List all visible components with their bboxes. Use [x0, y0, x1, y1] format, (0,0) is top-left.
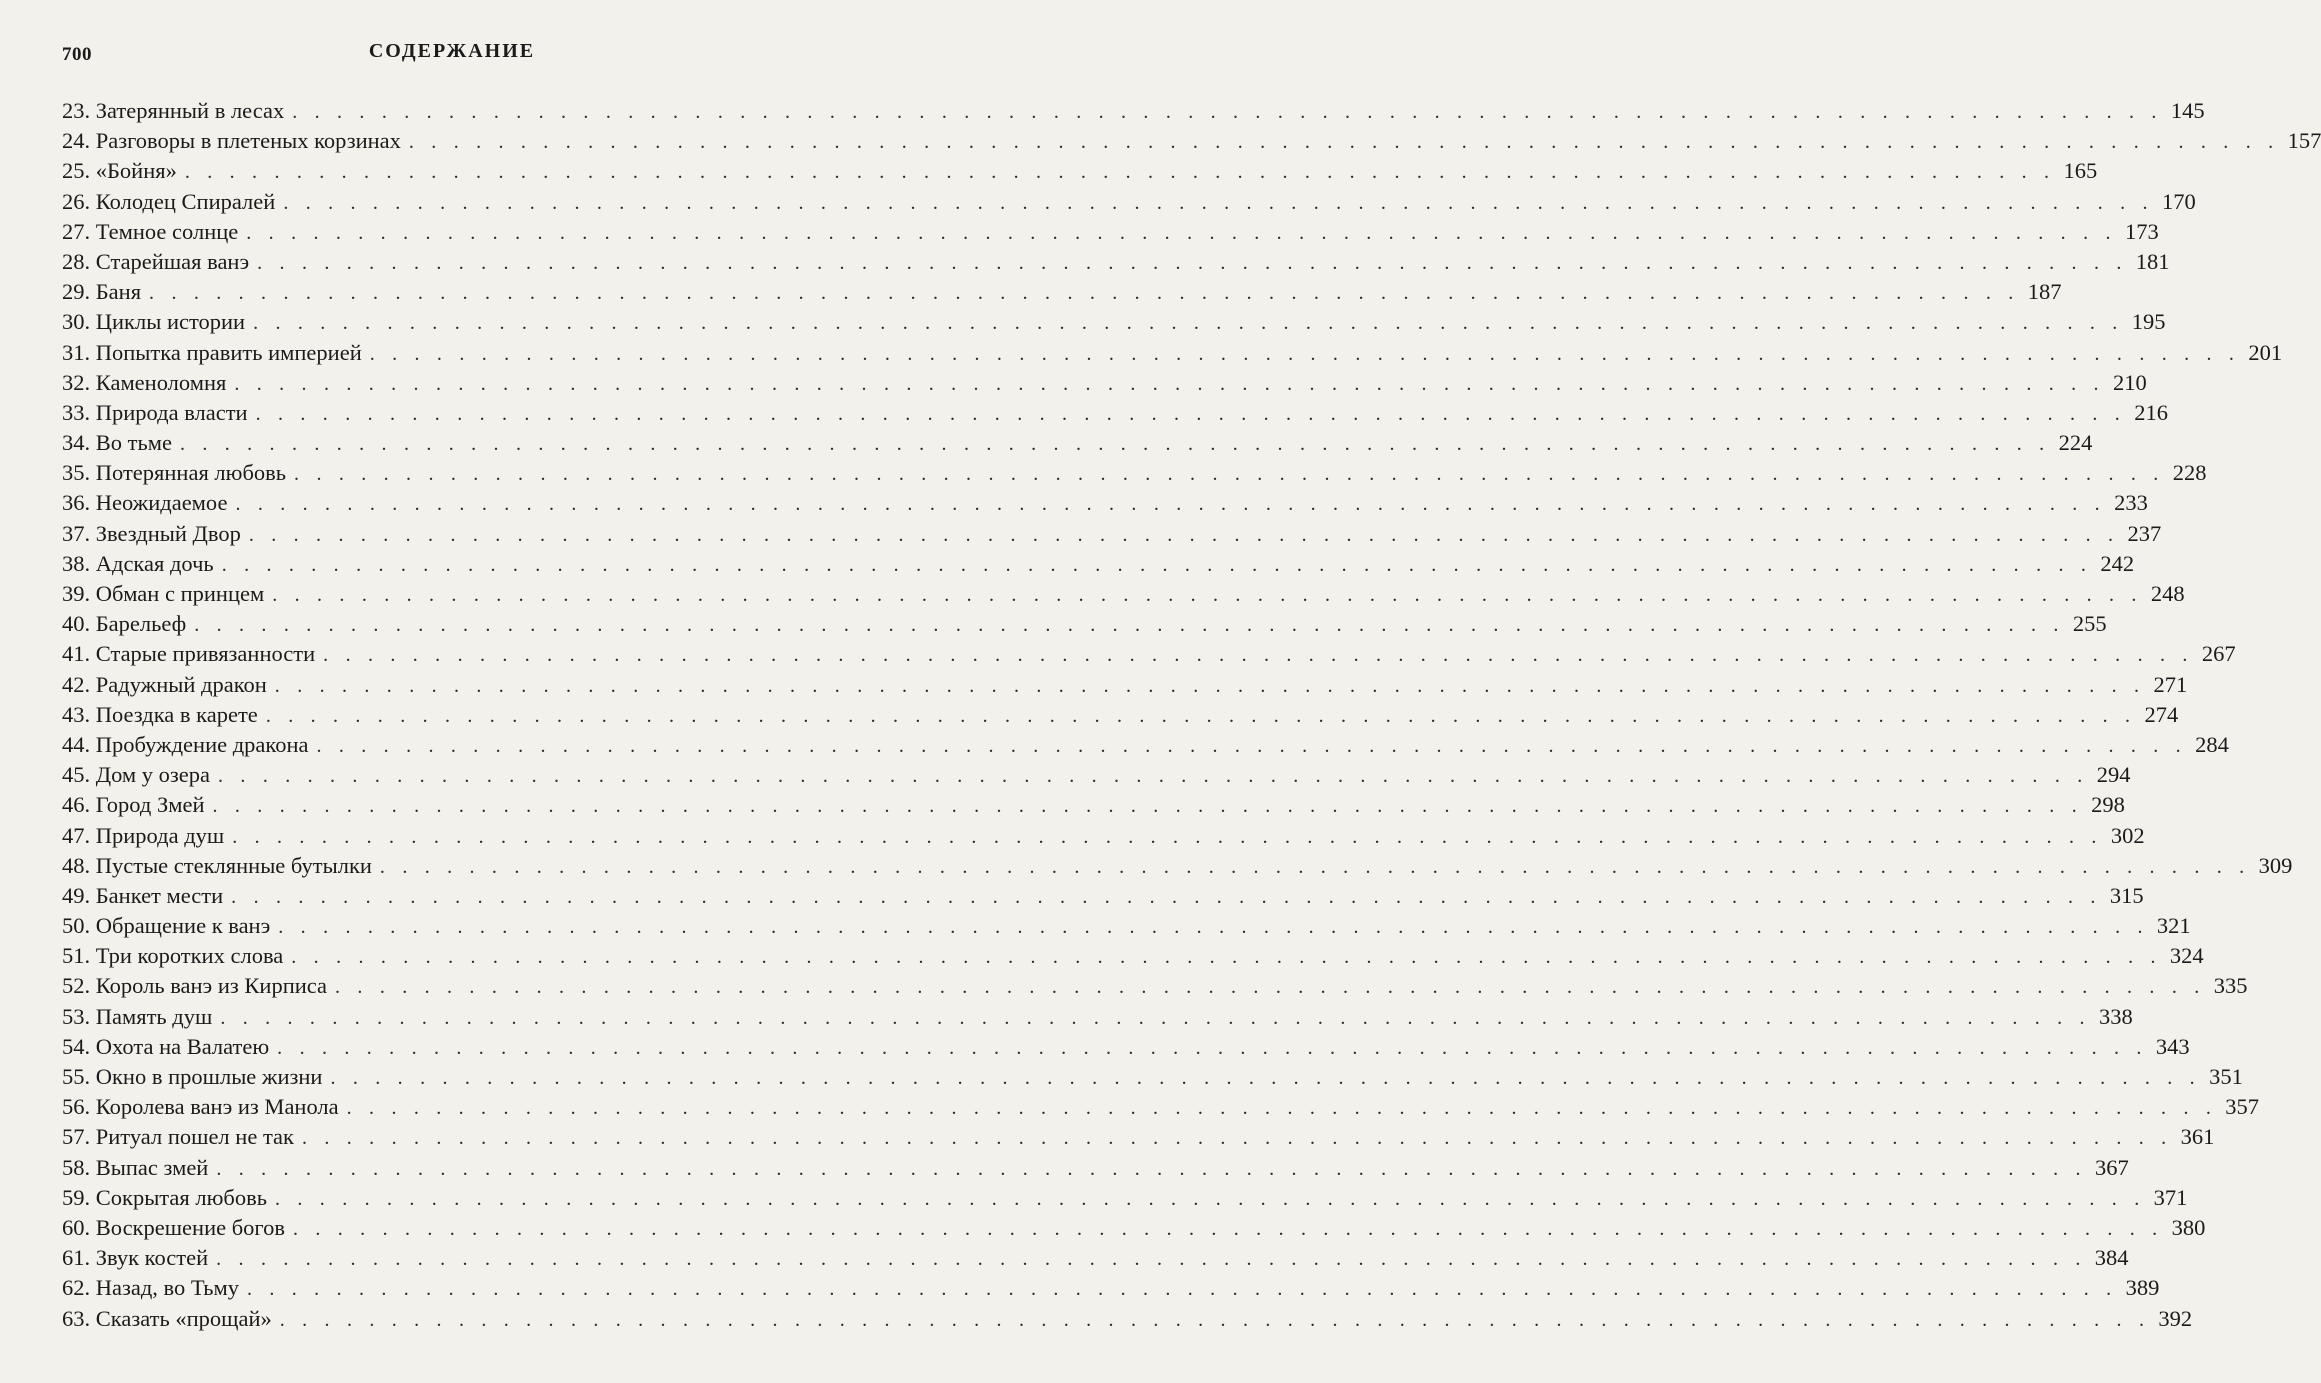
chapter-title: 41. Старые привязанности: [62, 641, 316, 667]
chapter-title: 56. Королева ванэ из Манола: [62, 1094, 339, 1120]
dot-leader: . . . . . . . . . . . . . . . . . . . . . . . . . . . . . . . . . . . . . . . . . . . . . . . . . . . . . . . . . . . . . . . . . . . . . . . . . . . . . . . . . . . .: [253, 312, 2124, 335]
toc-entry: [62, 1243, 2129, 1273]
dot-leader: . . . . . . . . . . . . . . . . . . . . . . . . . . . . . . . . . . . . . . . . . . . . . . . . . . . . . . . . . . . . . . . . . . . . . . . . . . . . . . . . . . . .: [279, 1308, 2151, 1331]
chapter-page-number: 145: [2170, 98, 2205, 123]
dot-leader: . . . . . . . . . . . . . . . . . . . . . . . . . . . . . . . . . . . . . . . . . . . . . . . . . . . . . . . . . . . . . . . . . . . . . . . . . . . . . . . . . . . .: [323, 644, 2194, 667]
chapter-page-number: 298: [2091, 792, 2125, 818]
chapter-title: 63. Сказать «прощай»: [62, 1305, 272, 1331]
chapter-page-number: 170: [2161, 188, 2196, 214]
toc-entry: [62, 187, 2196, 217]
chapter-page-number: 165: [2063, 158, 2098, 184]
chapter-title: 27. Темное солнце: [62, 218, 239, 244]
chapter-page-number: 248: [2150, 581, 2185, 606]
table-of-contents: [62, 96, 2321, 1334]
dot-leader: . . . . . . . . . . . . . . . . . . . . . . . . . . . . . . . . . . . . . . . . . . . . . . . . . . . . . . . . . . . . . . . . . . . . . . . . . . . . . . . . . . . .: [235, 493, 2106, 516]
chapter-title: 50. Обращение к ванэ: [62, 913, 271, 939]
chapter-page-number: 338: [2098, 1003, 2133, 1029]
toc-entry: [62, 911, 2191, 941]
dot-leader: . . . . . . . . . . . . . . . . . . . . . . . . . . . . . . . . . . . . . . . . . . . . . . . . . . . . . . . . . . . . . . . . . . . . . . . . . . . . . . . . . . . .: [246, 1278, 2118, 1301]
chapter-title: 48. Пустые стеклянные бутылки: [62, 852, 372, 878]
toc-entry: [62, 760, 2131, 790]
chapter-title: 38. Адская дочь: [62, 550, 214, 576]
chapter-title: 52. Король ванэ из Кирписа: [62, 973, 328, 999]
toc-entry: [62, 338, 2283, 368]
chapter-page-number: 302: [2110, 822, 2145, 848]
chapter-title: 40. Барельеф: [62, 611, 187, 637]
dot-leader: . . . . . . . . . . . . . . . . . . . . . . . . . . . . . . . . . . . . . . . . . . . . . . . . . . . . . . . . . . . . . . . . . . . . . . . . . . . . . . . . . . . .: [218, 765, 2089, 788]
chapter-page-number: 294: [2096, 762, 2131, 788]
toc-entry: [62, 307, 2166, 337]
dot-leader: . . . . . . . . . . . . . . . . . . . . . . . . . . . . . . . . . . . . . . . . . . . . . . . . . . . . . . . . . . . . . . . . . . . . . . . . . . . . . . . . . . . .: [216, 1157, 2087, 1180]
chapter-page-number: 274: [2144, 701, 2179, 727]
toc-entry: [62, 730, 2229, 760]
chapter-title: 25. «Бойня»: [62, 158, 177, 184]
toc-entry: [62, 670, 2188, 700]
chapter-title: 37. Звездный Двор: [62, 520, 241, 546]
toc-entry: [62, 1032, 2190, 1062]
toc-entry: [62, 639, 2236, 669]
chapter-title: 53. Память душ: [62, 1003, 213, 1029]
page-header: [62, 38, 772, 68]
chapter-page-number: 361: [2180, 1124, 2215, 1150]
dot-leader: . . . . . . . . . . . . . . . . . . . . . . . . . . . . . . . . . . . . . . . . . . . . . . . . . . . . . . . . . . . . . . . . . . . . . . . . . . . . . . . . . . . .: [212, 795, 2083, 818]
chapter-page-number: 284: [2195, 731, 2229, 757]
chapter-title: 43. Поездка в карете: [62, 701, 258, 727]
toc-entry: [62, 1213, 2206, 1243]
chapter-page-number: 384: [2094, 1245, 2129, 1271]
chapter-title: 51. Три коротких слова: [62, 943, 284, 969]
toc-entry: [62, 1092, 2260, 1122]
toc-entry: [62, 519, 2162, 549]
chapter-page-number: 181: [2135, 248, 2170, 274]
toc-entry: [62, 971, 2248, 1001]
chapter-title: 32. Каменоломня: [62, 369, 227, 395]
chapter-page-number: 380: [2171, 1214, 2206, 1240]
dot-leader: . . . . . . . . . . . . . . . . . . . . . . . . . . . . . . . . . . . . . . . . . . . . . . . . . . . . . . . . . . . . . . . . . . . . . . . . . . . . . . . . . . . .: [274, 674, 2146, 697]
running-title: СОДЕРЖАНИЕ: [368, 40, 536, 62]
chapter-title: 49. Банкет мести: [62, 882, 224, 908]
dot-leader: . . . . . . . . . . . . . . . . . . . . . . . . . . . . . . . . . . . . . . . . . . . . . . . . . . . . . . . . . . . . . . . . . . . . . . . . . . . . . . . . . . . .: [292, 1217, 2164, 1240]
chapter-page-number: 321: [2156, 913, 2191, 939]
toc-entry: [62, 549, 2135, 579]
toc-entry: [62, 398, 2169, 428]
chapter-page-number: 224: [2058, 430, 2093, 456]
chapter-page-number: 201: [2248, 339, 2283, 365]
chapter-page-number: 389: [2125, 1275, 2160, 1301]
chapter-page-number: 242: [2100, 550, 2135, 576]
chapter-page-number: 216: [2134, 399, 2169, 425]
dot-leader: . . . . . . . . . . . . . . . . . . . . . . . . . . . . . . . . . . . . . . . . . . . . . . . . . . . . . . . . . . . . . . . . . . . . . . . . . . . . . . . . . . . .: [292, 101, 2163, 123]
dot-leader: . . . . . . . . . . . . . . . . . . . . . . . . . . . . . . . . . . . . . . . . . . . . . . . . . . . . . . . . . . . . . . . . . . . . . . . . . . . . . . . . . . . .: [272, 584, 2143, 606]
dot-leader: . . . . . . . . . . . . . . . . . . . . . . . . . . . . . . . . . . . . . . . . . . . . . . . . . . . . . . . . . . . . . . . . . . . . . . . . . . . . . . . . . . . .: [291, 946, 2162, 969]
toc-entry: [62, 277, 2062, 307]
chapter-title: 44. Пробуждение дракона: [62, 731, 309, 757]
dot-leader: . . . . . . . . . . . . . . . . . . . . . . . . . . . . . . . . . . . . . . . . . . . . . . . . . . . . . . . . . . . . . . . . . . . . . . . . . . . . . . . . . . . .: [231, 885, 2102, 908]
dot-leader: . . . . . . . . . . . . . . . . . . . . . . . . . . . . . . . . . . . . . . . . . . . . . . . . . . . . . . . . . . . . . . . . . . . . . . . . . . . . . . . . . . . .: [277, 1036, 2148, 1059]
chapter-page-number: 367: [2095, 1154, 2129, 1180]
chapter-title: 54. Охота на Валатею: [62, 1033, 270, 1059]
chapter-page-number: 237: [2127, 520, 2162, 546]
toc-entry: [62, 1002, 2133, 1032]
chapter-page-number: 187: [2027, 279, 2062, 305]
dot-leader: . . . . . . . . . . . . . . . . . . . . . . . . . . . . . . . . . . . . . . . . . . . . . . . . . . . . . . . . . . . . . . . . . . . . . . . . . . . . . . . . . . . .: [234, 372, 2105, 395]
chapter-title: 55. Окно в прошлые жизни: [62, 1064, 323, 1089]
dot-leader: . . . . . . . . . . . . . . . . . . . . . . . . . . . . . . . . . . . . . . . . . . . . . . . . . . . . . . . . . . . . . . . . . . . . . . . . . . . . . . . . . . . .: [265, 704, 2137, 727]
chapter-title: 62. Назад, во Тьму: [62, 1275, 239, 1301]
toc-entry: [62, 247, 2170, 277]
chapter-title: 35. Потерянная любовь: [62, 460, 287, 486]
chapter-title: 58. Выпас змей: [62, 1154, 209, 1180]
dot-leader: . . . . . . . . . . . . . . . . . . . . . . . . . . . . . . . . . . . . . . . . . . . . . . . . . . . . . . . . . . . . . . . . . . . . . . . . . . . . . . . . . . . .: [232, 825, 2103, 848]
toc-entry: [62, 881, 2144, 911]
chapter-page-number: 173: [2124, 218, 2159, 244]
toc-entry: [62, 821, 2145, 851]
dot-leader: . . . . . . . . . . . . . . . . . . . . . . . . . . . . . . . . . . . . . . . . . . . . . . . . . . . . . . . . . . . . . . . . . . . . . . . . . . . . . . . . . . . .: [275, 1187, 2146, 1210]
toc-entry: [62, 96, 2205, 126]
toc-entry: [62, 1273, 2160, 1303]
toc-entry: [62, 156, 2098, 186]
dot-leader: . . . . . . . . . . . . . . . . . . . . . . . . . . . . . . . . . . . . . . . . . . . . . . . . . . . . . . . . . . . . . . . . . . . . . . . . . . . . . . . . . . . .: [294, 463, 2165, 486]
chapter-title: 60. Воскрешение богов: [62, 1214, 285, 1240]
dot-leader: . . . . . . . . . . . . . . . . . . . . . . . . . . . . . . . . . . . . . . . . . . . . . . . . . . . . . . . . . . . . . . . . . . . . . . . . . . . . . . . . . . . .: [369, 342, 2241, 365]
dot-leader: . . . . . . . . . . . . . . . . . . . . . . . . . . . . . . . . . . . . . . . . . . . . . . . . . . . . . . . . . . . . . . . . . . . . . . . . . . . . . . . . . . . .: [220, 1006, 2091, 1029]
toc-entry: [62, 941, 2204, 971]
dot-leader: . . . . . . . . . . . . . . . . . . . . . . . . . . . . . . . . . . . . . . . . . . . . . . . . . . . . . . . . . . . . . . . . . . . . . . . . . . . . . . . . . . . .: [194, 614, 2065, 637]
dot-leader: . . . . . . . . . . . . . . . . . . . . . . . . . . . . . . . . . . . . . . . . . . . . . . . . . . . . . . . . . . . . . . . . . . . . . . . . . . . . . . . . . . . .: [149, 282, 2020, 305]
toc-entry: [62, 1062, 2243, 1092]
toc-entry: [62, 609, 2107, 639]
dot-leader: . . . . . . . . . . . . . . . . . . . . . . . . . . . . . . . . . . . . . . . . . . . . . . . . . . . . . . . . . . . . . . . . . . . . . . . . . . . . . . . . . . . .: [255, 402, 2127, 425]
chapter-title: 34. Во тьме: [62, 430, 172, 456]
chapter-page-number: 371: [2153, 1184, 2188, 1210]
chapter-title: 46. Город Змей: [62, 792, 205, 818]
dot-leader: . . . . . . . . . . . . . . . . . . . . . . . . . . . . . . . . . . . . . . . . . . . . . . . . . . . . . . . . . . . . . . . . . . . . . . . . . . . . . . . . . . . .: [278, 916, 2149, 939]
toc-entry: [62, 700, 2179, 730]
chapter-title: 24. Разговоры в плетеных корзинах: [62, 128, 401, 154]
chapter-page-number: 351: [2209, 1064, 2243, 1089]
chapter-page-number: 228: [2172, 460, 2207, 486]
toc-entry: [62, 851, 2293, 881]
dot-leader: . . . . . . . . . . . . . . . . . . . . . . . . . . . . . . . . . . . . . . . . . . . . . . . . . . . . . . . . . . . . . . . . . . . . . . . . . . . . . . . . . . . .: [283, 191, 2154, 214]
chapter-title: 28. Старейшая ванэ: [62, 248, 250, 274]
chapter-title: 26. Колодец Спиралей: [62, 188, 276, 214]
chapter-page-number: 335: [2213, 973, 2248, 999]
dot-leader: . . . . . . . . . . . . . . . . . . . . . . . . . . . . . . . . . . . . . . . . . . . . . . . . . . . . . . . . . . . . . . . . . . . . . . . . . . . . . . . . . . . .: [346, 1097, 2218, 1120]
dot-leader: . . . . . . . . . . . . . . . . . . . . . . . . . . . . . . . . . . . . . . . . . . . . . . . . . . . . . . . . . . . . . . . . . . . . . . . . . . . . . . . . . . . .: [248, 523, 2120, 546]
chapter-page-number: 233: [2114, 490, 2148, 516]
toc-entry: [62, 1183, 2188, 1213]
toc-entry: [62, 428, 2093, 458]
toc-entry: [62, 488, 2148, 518]
dot-leader: . . . . . . . . . . . . . . . . . . . . . . . . . . . . . . . . . . . . . . . . . . . . . . . . . . . . . . . . . . . . . . . . . . . . . . . . . . . . . . . . . . . .: [184, 161, 2056, 184]
toc-entry: [62, 579, 2185, 609]
chapter-title: 29. Баня: [62, 279, 142, 305]
chapter-page-number: 315: [2109, 882, 2144, 908]
chapter-page-number: 255: [2072, 611, 2107, 637]
dot-leader: . . . . . . . . . . . . . . . . . . . . . . . . . . . . . . . . . . . . . . . . . . . . . . . . . . . . . . . . . . . . . . . . . . . . . . . . . . . . . . . . . . . .: [408, 131, 2280, 154]
chapter-title: 23. Затерянный в лесах: [62, 98, 285, 123]
dot-leader: . . . . . . . . . . . . . . . . . . . . . . . . . . . . . . . . . . . . . . . . . . . . . . . . . . . . . . . . . . . . . . . . . . . . . . . . . . . . . . . . . . . .: [257, 251, 2128, 274]
dot-leader: . . . . . . . . . . . . . . . . . . . . . . . . . . . . . . . . . . . . . . . . . . . . . . . . . . . . . . . . . . . . . . . . . . . . . . . . . . . . . . . . . . . .: [221, 553, 2093, 576]
chapter-title: 45. Дом у озера: [62, 762, 211, 788]
chapter-title: 39. Обман с принцем: [62, 581, 265, 606]
chapter-title: 59. Сокрытая любовь: [62, 1184, 267, 1210]
chapter-page-number: 157: [2287, 128, 2321, 154]
chapter-title: 61. Звук костей: [62, 1245, 209, 1271]
chapter-page-number: 357: [2225, 1094, 2260, 1120]
toc-entry: [62, 126, 2321, 156]
chapter-page-number: 324: [2169, 943, 2204, 969]
chapter-title: 33. Природа власти: [62, 399, 248, 425]
dot-leader: . . . . . . . . . . . . . . . . . . . . . . . . . . . . . . . . . . . . . . . . . . . . . . . . . . . . . . . . . . . . . . . . . . . . . . . . . . . . . . . . . . . .: [301, 1127, 2173, 1150]
dot-leader: . . . . . . . . . . . . . . . . . . . . . . . . . . . . . . . . . . . . . . . . . . . . . . . . . . . . . . . . . . . . . . . . . . . . . . . . . . . . . . . . . . . .: [335, 976, 2206, 999]
chapter-title: 42. Радужный дракон: [62, 671, 267, 697]
chapter-page-number: 392: [2158, 1305, 2193, 1331]
toc-entry: [62, 1122, 2215, 1152]
chapter-page-number: 195: [2131, 309, 2166, 335]
toc-entry: [62, 368, 2147, 398]
dot-leader: . . . . . . . . . . . . . . . . . . . . . . . . . . . . . . . . . . . . . . . . . . . . . . . . . . . . . . . . . . . . . . . . . . . . . . . . . . . . . . . . . . . .: [379, 855, 2251, 878]
page-number: 700: [62, 44, 92, 65]
chapter-title: 47. Природа душ: [62, 822, 225, 848]
dot-leader: . . . . . . . . . . . . . . . . . . . . . . . . . . . . . . . . . . . . . . . . . . . . . . . . . . . . . . . . . . . . . . . . . . . . . . . . . . . . . . . . . . . .: [179, 433, 2051, 456]
chapter-page-number: 267: [2201, 641, 2236, 667]
toc-entry: [62, 790, 2125, 820]
chapter-page-number: 271: [2153, 671, 2188, 697]
chapter-page-number: 309: [2258, 852, 2293, 878]
chapter-title: 36. Неожидаемое: [62, 490, 228, 516]
toc-entry: [62, 1304, 2193, 1334]
dot-leader: . . . . . . . . . . . . . . . . . . . . . . . . . . . . . . . . . . . . . . . . . . . . . . . . . . . . . . . . . . . . . . . . . . . . . . . . . . . . . . . . . . . .: [316, 734, 2187, 757]
dot-leader: . . . . . . . . . . . . . . . . . . . . . . . . . . . . . . . . . . . . . . . . . . . . . . . . . . . . . . . . . . . . . . . . . . . . . . . . . . . . . . . . . . . .: [330, 1067, 2201, 1089]
chapter-page-number: 343: [2155, 1033, 2190, 1059]
chapter-page-number: 210: [2113, 369, 2147, 395]
chapter-title: 30. Циклы истории: [62, 309, 246, 335]
chapter-title: 31. Попытка править империей: [62, 339, 362, 365]
toc-entry: [62, 217, 2159, 247]
chapter-title: 57. Ритуал пошел не так: [62, 1124, 294, 1150]
dot-leader: . . . . . . . . . . . . . . . . . . . . . . . . . . . . . . . . . . . . . . . . . . . . . . . . . . . . . . . . . . . . . . . . . . . . . . . . . . . . . . . . . . . .: [246, 221, 2117, 244]
dot-leader: . . . . . . . . . . . . . . . . . . . . . . . . . . . . . . . . . . . . . . . . . . . . . . . . . . . . . . . . . . . . . . . . . . . . . . . . . . . . . . . . . . . .: [216, 1248, 2087, 1271]
toc-entry: [62, 1153, 2129, 1183]
toc-entry: [62, 458, 2207, 488]
